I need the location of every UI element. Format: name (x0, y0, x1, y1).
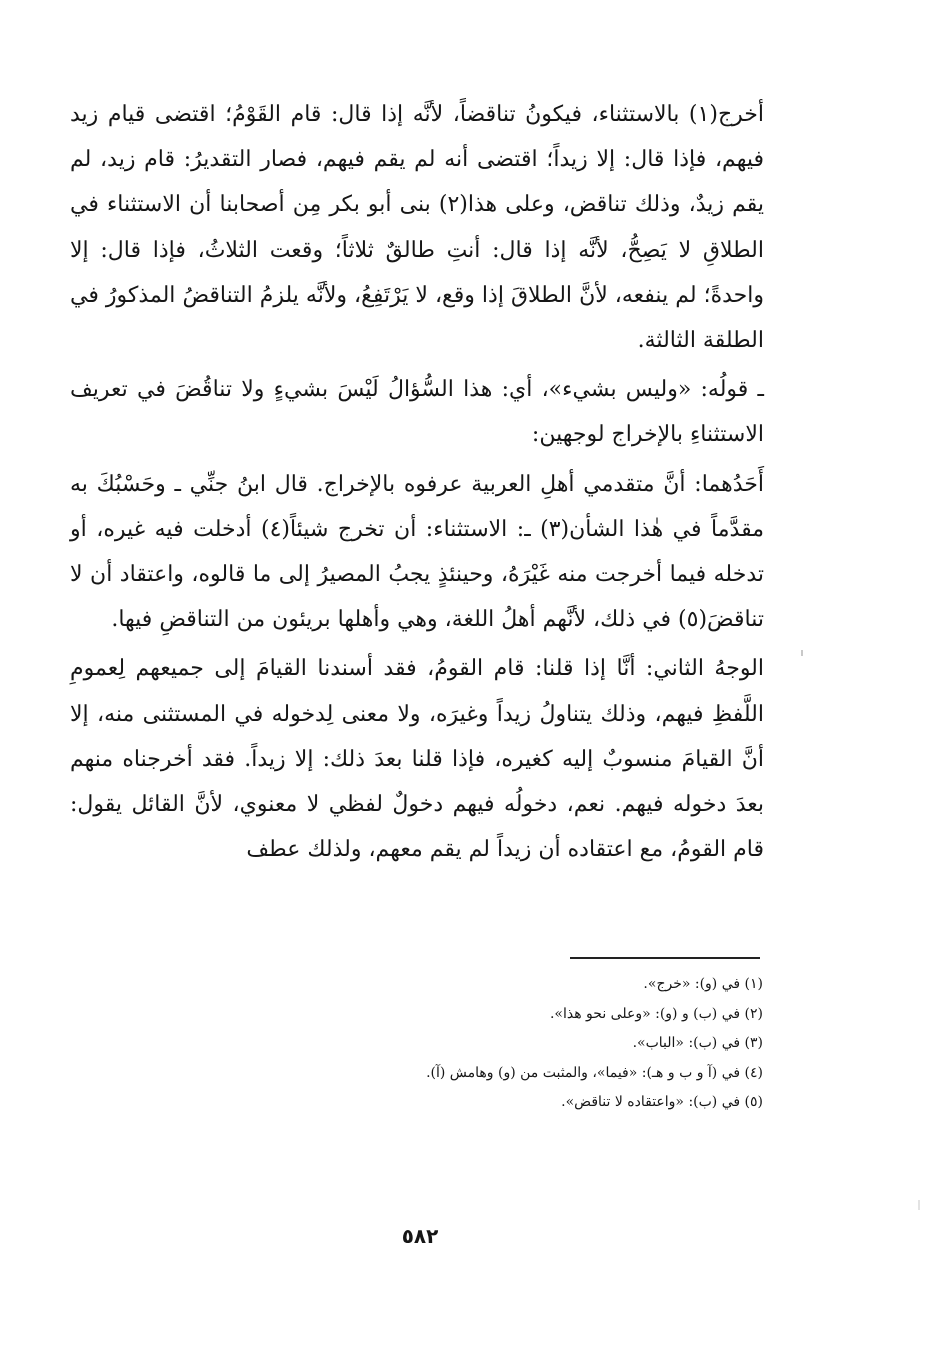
paragraph-1: أخرج(١) بالاستثناء، فيكونُ تناقضاً، لأنَّه إذا قال: قام القَوْمُ؛ اقتضى قيام زيد فيهم، فإذا قال: إلا زيداً؛ اقتضى أنه لم يقم فيهم، فصار التقديرُ: قام زيد، لم يقم زيدٌ، وذلك تناقض، وعلى هذا(٢) بنى أبو بكر مِن أصحابنا أن الاستثناء في الطلاقِ لا يَصِحُّ، لأنَّه إذا قال: أنتِ طالقٌ ثلاثاً؛ وقعت الثلاثُ، فإذا قال: إلا واحدةً؛ لم ينفعه، لأنَّ الطلاقَ إذا وقع، لا يَرْتَفِعُ، ولأنَّه يلزمُ التناقضُ المذكورُ في الطلقة الثالثة. (70, 102, 765, 354)
footnote-4: (٤) في (آ و ب و هـ): «فيما»، والمثبت من (و) وهامش (آ). (426, 1064, 763, 1081)
paragraph-2: ـ قولُه: «وليس بشيء»، أي: هذا السُّؤالُ لَيْسَ بشيءٍ ولا تناقُضَ في تعريف الاستثناءِ بالإخراج لوجهين: (70, 377, 764, 448)
main-text (70, 92, 764, 872)
footnote-separator (570, 957, 760, 959)
footnote-1: (١) في (و): «خرج». (643, 976, 763, 992)
paragraph-4: الوجهُ الثاني: أنَّا إذا قلنا: قام القومُ، فقد أسندنا القيامَ إلى جميعهم لِعمومِ اللَّفظِ فيهم، وذلك يتناولُ زيداً وغيرَه، ولا معنى لِدخوله في المستثنى منه، إلا أنَّ القيامَ منسوبٌ إليه كغيره، فإذا قلنا بعدَ ذلك: إلا زيداً. فقد أخرجناه منهم بعدَ دخوله فيهم. نعم، دخولُه فيهم دخولٌ لفظي لا معنوي، لأنَّ القائل يقول: قام القومُ، مع اعتقاده أن زيداً لم يقم معهم، ولذلك عطف (70, 656, 764, 863)
page-number: ٥٨٢ (401, 1224, 439, 1248)
footnote-5: (٥) في (ب): «واعتقاده لا تناقض». (561, 1094, 763, 1110)
scan-speck (801, 650, 803, 656)
footnote-3: (٣) في (ب): «الباب». (632, 1035, 763, 1051)
footnotes (300, 970, 763, 1118)
footnote-2: (٢) في (ب) و (و): «وعلى نحو هذا». (549, 1005, 763, 1022)
scan-speck (918, 1200, 920, 1210)
paragraph-3: أَحَدُهما: أنَّ متقدمي أهلِ العربية عرفوه بالإخراج. قال ابنُ جنِّي ـ وحَسْبُكَ به مقدَّماً في هٰذا الشأن(٣) ـ: الاستثناء: أن تخرج شيئاً(٤) أدخلت فيه غيره، أو تدخله فيما أخرجت منه غَيْرَهُ، وحينئذٍ يجبُ المصيرُ إلى ما قالوه، واعتقاد أن لا تناقضَ(٥) في ذلك، لأنَّهم أهلُ اللغة، وهي وأهلها بريئون من التناقضِ فيها. (70, 471, 764, 633)
